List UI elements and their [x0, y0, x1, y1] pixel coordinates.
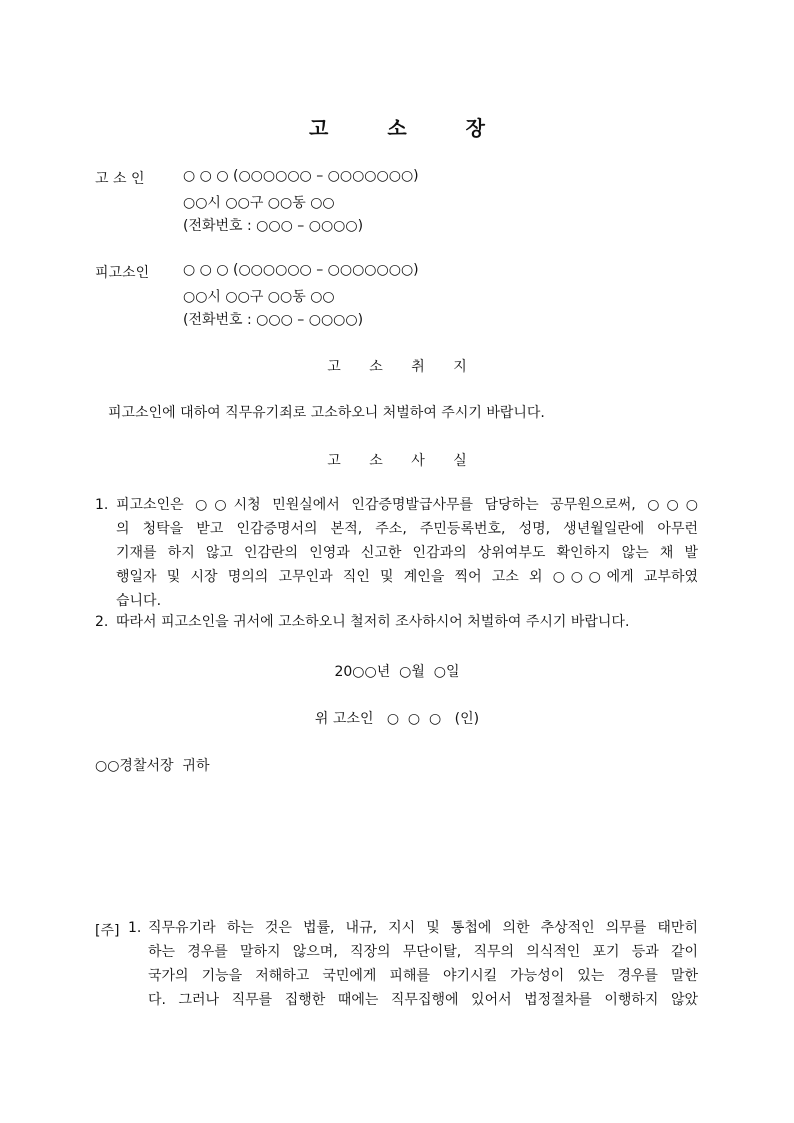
addressee: ○○경찰서장 귀하 — [95, 758, 210, 774]
note-line: 다. 그러나 직무를 집행한 때에는 직무집행에 있어서 법정절차를 이행하지 않았 — [148, 992, 698, 1008]
accused-address: ○○시 ○○구 ○○동 ○○ — [183, 289, 335, 305]
document-title: 고 소 장 — [309, 116, 511, 140]
accused-phone: (전화번호 : ○○○ – ○○○○) — [183, 312, 364, 328]
note-text — [148, 916, 698, 1012]
complainant-label: 고 소 인 — [95, 171, 145, 187]
complainant-address: ○○시 ○○구 ○○동 ○○ — [183, 195, 335, 211]
fact-1-line: 기재를 하지 않고 인감란의 인영과 신고한 인감과의 상위여부도 확인하지 않는 채 발 — [116, 545, 698, 561]
complainant-name-id: ○ ○ ○ (○○○○○○ – ○○○○○○○) — [183, 168, 419, 184]
fact-1-number: 1. — [95, 497, 109, 513]
note-number: 1. — [128, 920, 142, 936]
accused-name-id: ○ ○ ○ (○○○○○○ – ○○○○○○○) — [183, 262, 419, 278]
purpose-text: 피고소인에 대하여 직무유기죄로 고소하오니 처벌하여 주시기 바랍니다. — [108, 405, 545, 421]
complainant-phone: (전화번호 : ○○○ – ○○○○) — [183, 218, 364, 234]
note-label: [주] — [95, 923, 120, 939]
fact-1-line: 의 청탁을 받고 인감증명서의 본적, 주소, 주민등록번호, 성명, 생년월일란에 아무런 — [116, 521, 698, 537]
fact-1-text — [116, 493, 698, 613]
fact-2-line: 따라서 피고소인을 귀서에 고소하오니 철저히 조사하시어 처벌하여 주시기 바랍니다. — [116, 614, 630, 630]
note-line: 국가의 기능을 저해하고 국민에게 피해를 야기시킬 가능성이 있는 경우를 말한 — [148, 968, 698, 984]
accused-label: 피고소인 — [95, 265, 150, 281]
note-line: 직무유기라 하는 것은 법률, 내규, 지시 및 통첩에 의한 추상적인 의무를 태만히 — [148, 920, 698, 936]
purpose-heading: 고 소 취 지 — [327, 359, 479, 375]
fact-2-text — [116, 610, 698, 634]
fact-1-line: 습니다. — [116, 593, 162, 609]
fact-1-line: 피고소인은 ○○시청 민원실에서 인감증명발급사무를 담당하는 공무원으로써, ○○○ — [116, 497, 698, 513]
signature-line: 위 고소인 ○ ○ ○ (인) — [314, 711, 480, 727]
fact-1-line: 행일자 및 시장 명의의 고무인과 직인 및 계인을 찍어 고소 외 ○○○에게 교부하였 — [116, 569, 698, 585]
note-line: 하는 경우를 말하지 않으며, 직장의 무단이탈, 직무의 의식적인 포기 등과 같이 — [148, 944, 698, 960]
document-date: 20○○년 ○월 ○일 — [334, 664, 460, 680]
fact-2-number: 2. — [95, 614, 109, 630]
facts-heading: 고 소 사 실 — [327, 453, 479, 469]
